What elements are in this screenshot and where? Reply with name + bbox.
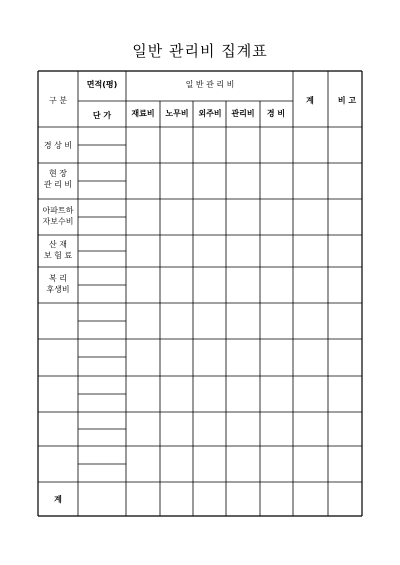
header-area: 면적(평)	[86, 80, 118, 89]
row-label-industrial-insurance-1: 산 재	[49, 240, 67, 249]
row-label-industrial-insurance-2: 보 험 료	[43, 251, 73, 260]
row-label-apartment-repair-2: 자보수비	[42, 217, 74, 226]
header-management-cost: 관리비	[231, 109, 255, 118]
header-total: 계	[306, 96, 314, 105]
row-label-ordinary-expenses: 경 상 비	[43, 141, 73, 150]
footer-total-label: 계	[54, 495, 62, 504]
header-general-admin-cost: 일 반 관 리 비	[185, 80, 235, 89]
header-unit-price: 단 가	[92, 111, 112, 120]
header-expenses: 경 비	[266, 109, 286, 118]
page-title: 일반 관리비 집계표	[132, 42, 268, 60]
row-label-welfare-1: 복 리	[49, 274, 67, 283]
header-remarks: 비 고	[337, 96, 357, 105]
row-label-site-management-1: 현 장	[49, 169, 67, 178]
header-outsourcing-cost: 외주비	[198, 109, 222, 118]
row-label-site-management-2: 관 리 비	[43, 180, 73, 189]
table-grid	[38, 71, 362, 516]
header-material-cost: 재료비	[131, 109, 155, 118]
row-label-apartment-repair-1: 아파트하	[42, 206, 74, 215]
header-category: 구 분	[49, 96, 67, 105]
row-label-welfare-2: 후생비	[46, 285, 70, 294]
header-labor-cost: 노무비	[165, 109, 189, 118]
